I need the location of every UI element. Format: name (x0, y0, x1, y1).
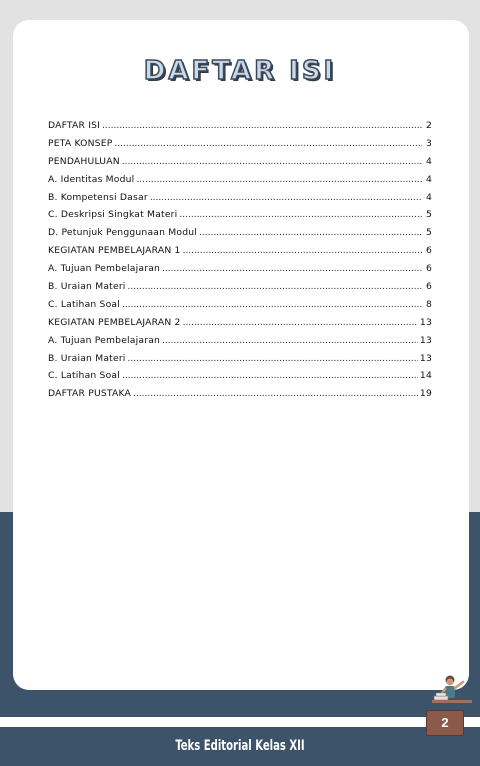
toc-entry-page: 4 (425, 173, 432, 185)
toc-leader-dots (150, 193, 422, 203)
toc-entry-label: B. Uraian Materi (48, 281, 126, 293)
toc-entry-page: 5 (425, 227, 432, 239)
toc-entry-page: 6 (425, 281, 432, 293)
toc-entry-page: 8 (425, 298, 432, 310)
toc-entry[interactable] (48, 120, 432, 138)
toc-leader-dots (102, 121, 422, 131)
toc-entry-label: D. Petunjuk Penggunaan Modul (48, 227, 198, 239)
toc-leader-dots (128, 282, 422, 292)
toc-entry[interactable] (48, 138, 432, 156)
toc-entry-page: 3 (425, 137, 432, 149)
toc-entry-label: C. Latihan Soal (48, 370, 120, 382)
toc-entry-page: 13 (419, 316, 432, 328)
toc-entry-page: 2 (425, 120, 432, 131)
toc-entry[interactable] (48, 209, 432, 227)
toc-entry[interactable] (48, 317, 432, 335)
toc-leader-dots (179, 210, 422, 220)
toc-entry[interactable] (48, 335, 432, 353)
toc-leader-dots (136, 175, 422, 185)
toc-entry[interactable] (48, 299, 432, 317)
toc-leader-dots (133, 389, 418, 399)
page-number-badge: 2 (426, 710, 464, 736)
toc-entry[interactable] (48, 370, 432, 388)
toc-leader-dots (122, 371, 418, 381)
toc-entry-label: KEGIATAN PEMBELAJARAN 1 (48, 245, 181, 257)
toc-entry-label: PETA KONSEP (48, 137, 113, 149)
toc-entry[interactable] (48, 227, 432, 245)
toc-leader-dots (162, 336, 418, 346)
toc-entry[interactable] (48, 263, 432, 281)
toc-leader-dots (162, 264, 422, 274)
toc-leader-dots (199, 228, 422, 238)
toc-entry-page: 6 (425, 245, 432, 257)
toc-leader-dots (183, 318, 418, 328)
toc-entry-label: PENDAHULUAN (48, 155, 120, 167)
toc-entry-label: DAFTAR ISI (48, 120, 101, 131)
toc-entry[interactable] (48, 174, 432, 192)
toc-entry-page: 5 (425, 209, 432, 221)
toc-entry-page: 13 (419, 352, 432, 364)
toc-entry[interactable] (48, 156, 432, 174)
toc-entry-label: A. Tujuan Pembelajaran (48, 263, 161, 275)
toc-entry-label: DAFTAR PUSTAKA (48, 388, 132, 400)
toc-entry-label: C. Latihan Soal (48, 298, 120, 310)
toc-entry-label: C. Deskripsi Singkat Materi (48, 209, 178, 221)
toc-entry-label: A. Tujuan Pembelajaran (48, 334, 161, 346)
toc-leader-dots (122, 157, 422, 167)
toc-entry-page: 19 (419, 388, 432, 400)
table-of-contents (48, 120, 432, 406)
toc-entry-page: 13 (419, 334, 432, 346)
toc-entry-label: B. Uraian Materi (48, 352, 126, 364)
footer-stripe (0, 717, 480, 727)
footer-title: Teks Editorial Kelas XII (175, 738, 305, 754)
toc-leader-dots (128, 354, 418, 364)
toc-entry[interactable] (48, 353, 432, 371)
toc-entry[interactable] (48, 388, 432, 406)
toc-entry[interactable] (48, 192, 432, 210)
toc-entry-label: A. Identitas Modul (48, 173, 135, 185)
toc-entry-label: B. Kompetensi Dasar (48, 191, 148, 203)
toc-entry-page: 6 (425, 263, 432, 275)
toc-entry[interactable] (48, 245, 432, 263)
toc-entry-label: KEGIATAN PEMBELAJARAN 2 (48, 316, 181, 328)
page-title: DAFTAR ISI (143, 56, 337, 86)
toc-entry-page: 4 (425, 191, 432, 203)
toc-entry-page: 14 (419, 370, 432, 382)
toc-entry[interactable] (48, 281, 432, 299)
teacher-illustration-icon (430, 674, 474, 714)
toc-leader-dots (183, 246, 422, 256)
toc-leader-dots (114, 139, 422, 149)
toc-leader-dots (122, 300, 422, 310)
toc-entry-page: 4 (425, 155, 432, 167)
